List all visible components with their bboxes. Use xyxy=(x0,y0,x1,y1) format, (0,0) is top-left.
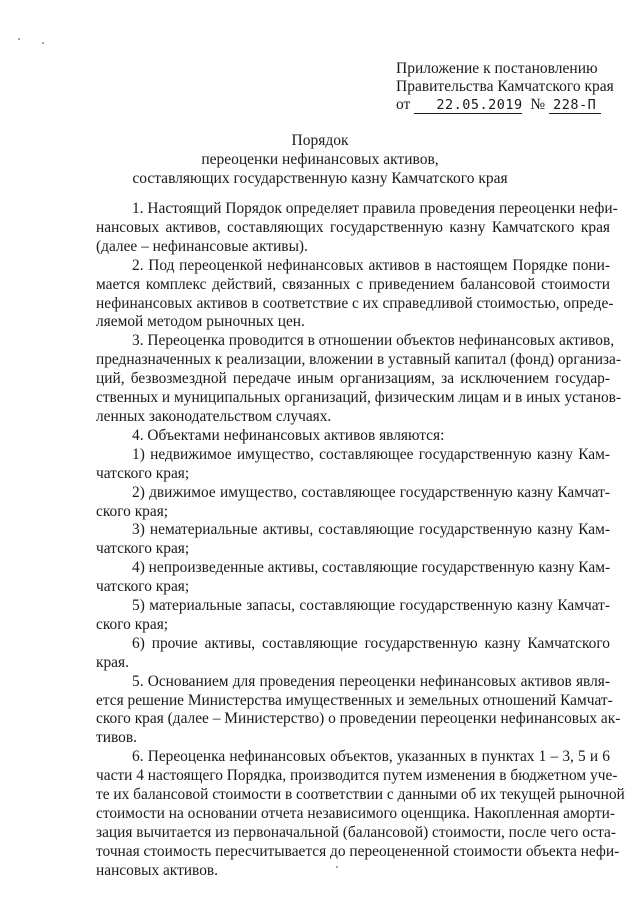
scan-speck xyxy=(336,866,338,868)
title-line-3: составляющих государственную казну Камчатского края xyxy=(132,170,508,187)
paragraph-line: нансовых активов. xyxy=(96,861,219,879)
number-value: 228-П xyxy=(549,98,601,114)
date-prefix: от xyxy=(396,96,411,113)
paragraph-line: чатского края; xyxy=(96,464,190,482)
header-date-number-line xyxy=(396,96,626,114)
paragraph-line: те их балансовой стоимости в соответствии с данными об их текущей рыночной xyxy=(96,786,625,804)
document-title xyxy=(0,131,640,188)
paragraph-first-line: 1. Настоящий Порядок определяет правила проведения переоценки нефи- xyxy=(132,200,618,217)
paragraph-line: ляемой методом рыночных цен. xyxy=(96,313,305,331)
paragraph-line: ется решение Министерства имущественных и земельных отношений Камчат- xyxy=(96,691,613,709)
paragraph-line: ленных законодательством случаях. xyxy=(96,407,332,425)
paragraph-first-line: 4. Объектами нефинансовых активов являются: xyxy=(132,426,445,444)
paragraph-line: края. xyxy=(96,653,129,671)
paragraph-first-line: 4) непроизведенные активы, составляющие государственную казну Кам- xyxy=(132,559,611,577)
title-line-2: переоценки нефинансовых активов, xyxy=(201,151,439,168)
header-line-1: Приложение к постановлению xyxy=(396,60,598,77)
header-line-2: Правительства Камчатского края xyxy=(396,78,614,95)
paragraph-line: ственных и муниципальных организаций, физическим лицам и в иных установ- xyxy=(96,389,622,407)
paragraph-first-line: 6. Переоценка нефинансовых объектов, указанных в пунктах 1 – 3, 5 и 6 xyxy=(132,748,610,766)
scan-speck xyxy=(18,38,20,40)
scan-speck xyxy=(42,42,44,44)
paragraph-first-line: 3) нематериальные активы, составляющие государственную казну Кам- xyxy=(132,521,610,539)
paragraph-line: части 4 настоящего Порядка, производится путем изменения в бюджетном уче- xyxy=(96,767,618,785)
paragraph-first-line: 2) движимое имущество, составляющее государственную казну Камчат- xyxy=(132,483,610,501)
paragraph-first-line: 5) материальные запасы, составляющие государственную казну Камчат- xyxy=(132,597,610,615)
paragraph-first-line: 1) недвижимое имущество, составляющее государственную казну Кам- xyxy=(132,445,610,463)
paragraph-line: мается комплекс действий, связанных с приведением балансовой стоимости xyxy=(96,275,610,293)
paragraph-first-line: 2. Под переоценкой нефинансовых активов в настоящем Порядке пони- xyxy=(132,256,610,274)
paragraph-line: (далее – нефинансовые активы). xyxy=(96,237,308,255)
appendix-header xyxy=(396,60,626,114)
paragraph-line: предназначенных к реализации, вложении в уставный капитал (фонд) организа- xyxy=(96,351,621,369)
paragraph-first-line: 5. Основанием для проведения переоценки нефинансовых активов явля- xyxy=(132,672,610,690)
paragraph-line: ского края (далее – Министерство) о проведении переоценки нефинансовых ак- xyxy=(96,710,621,728)
paragraph-first-line: 3. Переоценка проводится в отношении объектов нефинансовых активов, xyxy=(132,332,615,350)
document-body xyxy=(96,200,625,881)
paragraph-line: ций, безвозмездной передаче иным организациям, за исключением государ- xyxy=(96,370,610,388)
paragraph-line: ского края; xyxy=(96,502,169,520)
paragraph-line: чатского края; xyxy=(96,540,190,558)
paragraph-line: нефинансовых активов в соответствие с их справедливой стоимостью, опреде- xyxy=(96,294,614,312)
date-value: 22.05.2019 xyxy=(414,98,522,114)
paragraph-line: чатского края; xyxy=(96,578,190,596)
paragraph-line: зация вычитается из первоначальной (балансовой) стоимости, после чего оста- xyxy=(96,823,616,841)
paragraph-line: ского края; xyxy=(96,615,169,633)
paragraph-line: точная стоимость пересчитывается до переоцененной стоимости объекта нефи- xyxy=(96,842,620,860)
title-line-1: Порядок xyxy=(291,132,349,149)
paragraph-first-line: 6) прочие активы, составляющие государственную казну Камчатского xyxy=(132,634,610,652)
paragraph-line: стоимости на основании отчета независимого оценщика. Накопленная аморти- xyxy=(96,805,615,822)
paragraph-line: нансовых активов, составляющих государственную казну Камчатского края xyxy=(96,218,610,236)
number-prefix: № xyxy=(530,96,546,113)
paragraph-line: тивов. xyxy=(96,729,137,747)
